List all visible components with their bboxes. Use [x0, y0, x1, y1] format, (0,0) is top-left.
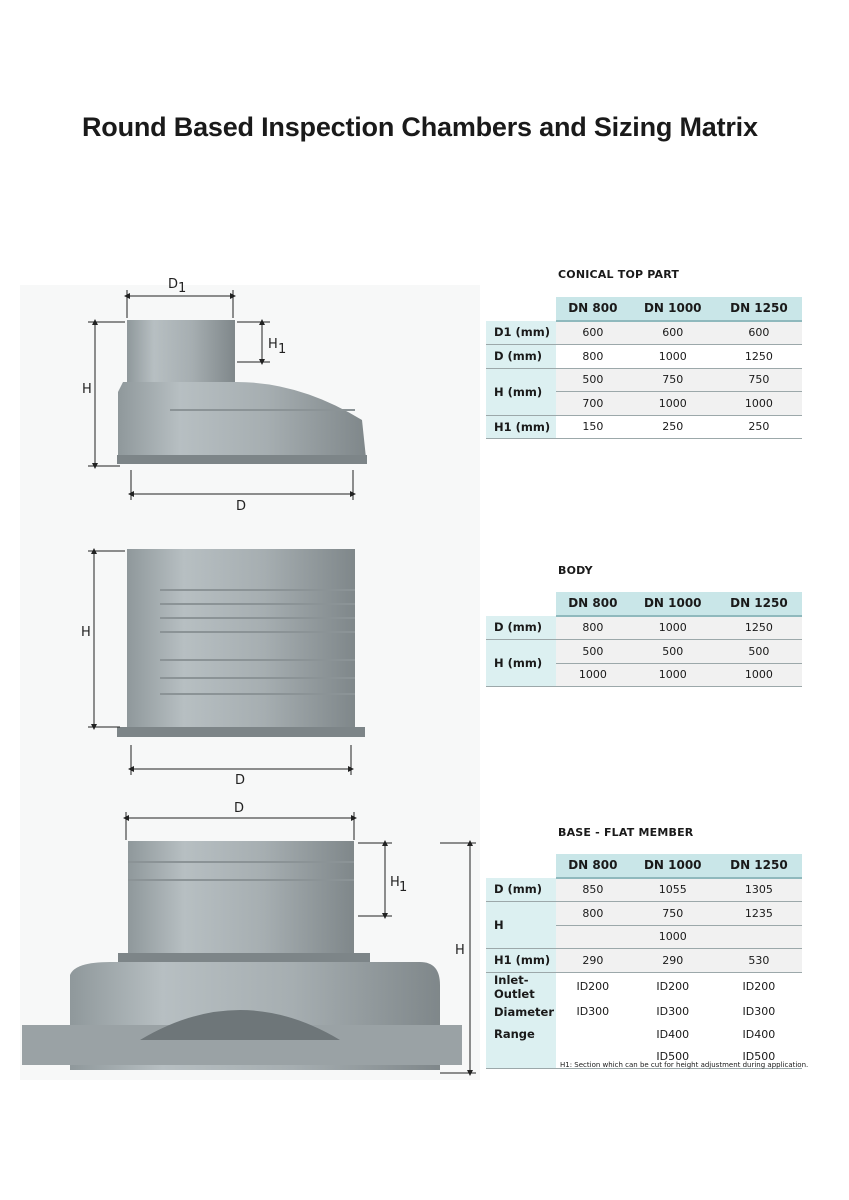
row-label: Range — [486, 1023, 556, 1046]
table-cell: 600 — [556, 321, 630, 345]
table-header: DN 800 — [556, 854, 630, 878]
table-cell: 600 — [630, 321, 716, 345]
row-label: H (mm) — [486, 368, 556, 415]
table-cell: 850 — [556, 878, 630, 902]
conical-table — [486, 297, 802, 439]
row-label: D (mm) — [486, 345, 556, 369]
table-cell: ID200 — [716, 972, 802, 1001]
table-cell: 800 — [556, 345, 630, 369]
table-header: DN 1250 — [716, 297, 802, 321]
table-cell: 1000 — [630, 925, 716, 949]
base-dim-h1-label: H — [390, 875, 400, 890]
table-header-blank — [486, 592, 556, 616]
table-cell — [556, 1023, 630, 1046]
table-cell: ID400 — [716, 1023, 802, 1046]
row-label-blank — [486, 1046, 556, 1069]
dim-d-label: D — [236, 499, 247, 514]
table-cell: 500 — [630, 640, 716, 664]
base-section-title: BASE - FLAT MEMBER — [558, 826, 694, 839]
table-cell: 530 — [716, 949, 802, 973]
table-cell: 1000 — [630, 392, 716, 416]
table-cell: 1055 — [630, 878, 716, 902]
footnote: H1: Section which can be cut for height adjustment during application. — [560, 1061, 809, 1069]
table-cell: 500 — [556, 640, 630, 664]
row-label: H (mm) — [486, 640, 556, 687]
table-cell: 290 — [556, 949, 630, 973]
table-cell: ID500 — [630, 1046, 716, 1069]
table-cell: ID200 — [556, 972, 630, 1001]
table-cell: 750 — [630, 368, 716, 392]
dim-h-label: H — [82, 382, 92, 397]
row-label: H — [486, 902, 556, 949]
row-label: D (mm) — [486, 878, 556, 902]
table-cell: 800 — [556, 902, 630, 926]
table-header: DN 1000 — [630, 854, 716, 878]
table-cell: 290 — [630, 949, 716, 973]
table-cell: 1000 — [630, 345, 716, 369]
table-cell: 1250 — [716, 345, 802, 369]
table-header: DN 800 — [556, 592, 630, 616]
table-cell: 1000 — [716, 663, 802, 687]
table-cell: 1305 — [716, 878, 802, 902]
row-label: Inlet-Outlet — [486, 972, 556, 1001]
table-header-blank — [486, 854, 556, 878]
row-label: H1 (mm) — [486, 415, 556, 439]
table-cell: 1000 — [556, 663, 630, 687]
table-header: DN 800 — [556, 297, 630, 321]
table-cell: 750 — [716, 368, 802, 392]
conical-section-title: CONICAL TOP PART — [558, 268, 680, 281]
dim-h1-sub: 1 — [278, 342, 287, 357]
table-cell: ID300 — [716, 1001, 802, 1024]
table-cell: 250 — [630, 415, 716, 439]
table-cell: 1000 — [716, 392, 802, 416]
row-label: D1 (mm) — [486, 321, 556, 345]
base-table — [486, 854, 802, 1069]
table-header: DN 1250 — [716, 592, 802, 616]
table-cell: 1000 — [630, 663, 716, 687]
dim-d1-sub: 1 — [178, 281, 187, 296]
table-cell: 800 — [556, 616, 630, 640]
table-cell: ID400 — [630, 1023, 716, 1046]
base-dim-d-label: D — [234, 801, 245, 816]
base-dim-h1-sub: 1 — [399, 880, 408, 895]
table-cell: ID300 — [630, 1001, 716, 1024]
dim-h1-label: H — [268, 337, 278, 352]
table-cell: 1000 — [630, 616, 716, 640]
table-cell: 500 — [556, 368, 630, 392]
table-cell: 250 — [716, 415, 802, 439]
row-label: D (mm) — [486, 616, 556, 640]
table-cell: ID200 — [630, 972, 716, 1001]
table-cell: 600 — [716, 321, 802, 345]
base-dim-h-label: H — [455, 943, 465, 958]
table-header: DN 1250 — [716, 854, 802, 878]
table-cell: 500 — [716, 640, 802, 664]
table-header: DN 1000 — [630, 297, 716, 321]
table-cell: 150 — [556, 415, 630, 439]
table-cell — [716, 925, 802, 949]
body-table — [486, 592, 802, 687]
table-cell: 1250 — [716, 616, 802, 640]
table-cell: 750 — [630, 902, 716, 926]
table-cell: 700 — [556, 392, 630, 416]
row-label: H1 (mm) — [486, 949, 556, 973]
table-header-blank — [486, 297, 556, 321]
body-dim-h-label: H — [81, 625, 91, 640]
table-cell — [556, 925, 630, 949]
table-cell: ID300 — [556, 1001, 630, 1024]
body-section-title: BODY — [558, 564, 593, 577]
row-label: Diameter — [486, 1001, 556, 1024]
table-cell: 1235 — [716, 902, 802, 926]
page-title: Round Based Inspection Chambers and Sizing Matrix — [82, 112, 758, 142]
table-cell: ID500 — [716, 1046, 802, 1069]
dim-d1-label: D — [168, 277, 179, 292]
body-dim-d-label: D — [235, 773, 246, 788]
table-header: DN 1000 — [630, 592, 716, 616]
